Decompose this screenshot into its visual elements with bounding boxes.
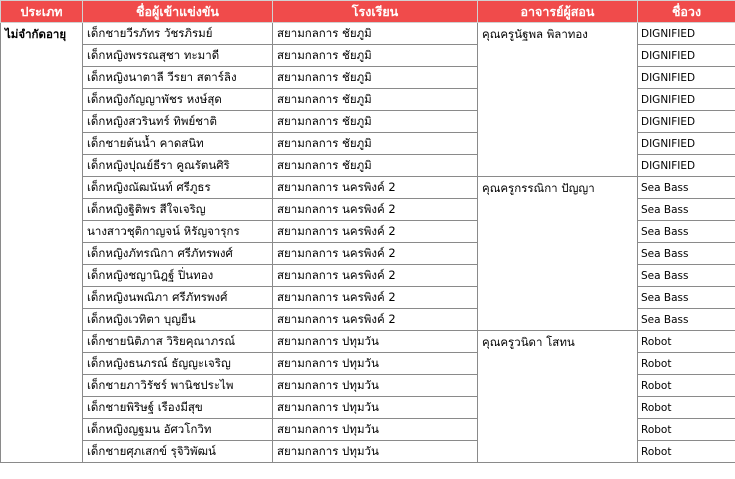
competitor-name: เด็กหญิงพรรณสุชา ทะมาดี bbox=[83, 45, 273, 67]
header-teacher: อาจารย์ผู้สอน bbox=[478, 1, 638, 23]
school-cell: สยามกลการ ชัยภูมิ bbox=[273, 89, 478, 111]
school-cell: สยามกลการ นครพิงค์ 2 bbox=[273, 221, 478, 243]
group-name-cell: DIGNIFIED bbox=[638, 133, 735, 155]
competitor-name: เด็กหญิงปุณย์ธีรา คูณรัตนศิริ bbox=[83, 155, 273, 177]
header-category: ประเภท bbox=[1, 1, 83, 23]
teacher-cell: คุณครูกรรณิกา ปัญญา bbox=[478, 177, 638, 331]
group-name-cell: DIGNIFIED bbox=[638, 67, 735, 89]
competitor-name: นางสาวชุติกาญจน์ หิรัญจารุกร bbox=[83, 221, 273, 243]
competitor-name: เด็กชายต้นน้ำ คาดสนิท bbox=[83, 133, 273, 155]
school-cell: สยามกลการ นครพิงค์ 2 bbox=[273, 265, 478, 287]
school-cell: สยามกลการ ชัยภูมิ bbox=[273, 23, 478, 45]
school-cell: สยามกลการ นครพิงค์ 2 bbox=[273, 177, 478, 199]
teacher-cell: คุณครูนัฐพล พิลาทอง bbox=[478, 23, 638, 177]
group-name-cell: Robot bbox=[638, 331, 735, 353]
competitor-name: เด็กชายศุภเสกข์ รุจิวิพัฒน์ bbox=[83, 441, 273, 463]
school-cell: สยามกลการ ปทุมวัน bbox=[273, 419, 478, 441]
school-cell: สยามกลการ นครพิงค์ 2 bbox=[273, 309, 478, 331]
competitor-name: เด็กชายวีรภัทร วัชรภิรมย์ bbox=[83, 23, 273, 45]
competitor-name: เด็กหญิงชญานิฎฐ์ ปิ่นทอง bbox=[83, 265, 273, 287]
group-name-cell: Sea Bass bbox=[638, 243, 735, 265]
group-name-cell: DIGNIFIED bbox=[638, 111, 735, 133]
group-name-cell: Robot bbox=[638, 397, 735, 419]
header-name: ชื่อผู้เข้าแข่งขัน bbox=[83, 1, 273, 23]
school-cell: สยามกลการ ชัยภูมิ bbox=[273, 67, 478, 89]
school-cell: สยามกลการ ชัยภูมิ bbox=[273, 133, 478, 155]
group-name-cell: Sea Bass bbox=[638, 221, 735, 243]
group-name-cell: Sea Bass bbox=[638, 287, 735, 309]
school-cell: สยามกลการ นครพิงค์ 2 bbox=[273, 243, 478, 265]
group-name-cell: Sea Bass bbox=[638, 309, 735, 331]
group-name-cell: DIGNIFIED bbox=[638, 23, 735, 45]
table-row bbox=[1, 177, 735, 199]
school-cell: สยามกลการ ชัยภูมิ bbox=[273, 155, 478, 177]
group-name-cell: DIGNIFIED bbox=[638, 155, 735, 177]
group-name-cell: Robot bbox=[638, 375, 735, 397]
competitor-name: เด็กหญิงณัฒนันท์ ศรีภูธร bbox=[83, 177, 273, 199]
school-cell: สยามกลการ ชัยภูมิ bbox=[273, 45, 478, 67]
school-cell: สยามกลการ นครพิงค์ 2 bbox=[273, 287, 478, 309]
category-cell: ไม่จำกัดอายุ bbox=[1, 23, 83, 463]
group-name-cell: Sea Bass bbox=[638, 177, 735, 199]
group-name-cell: Sea Bass bbox=[638, 199, 735, 221]
group-name-cell: Sea Bass bbox=[638, 265, 735, 287]
group-name-cell: DIGNIFIED bbox=[638, 45, 735, 67]
competitor-name: เด็กชายพิริษฐ์ เรืองมีสุข bbox=[83, 397, 273, 419]
competitor-name: เด็กชายนิติภาส วิริยคุณาภรณ์ bbox=[83, 331, 273, 353]
competitor-name: เด็กหญิงภัทรณิกา ศรีภัทรพงศ์ bbox=[83, 243, 273, 265]
competitor-name: เด็กหญิงธนภรณ์ ธัญญะเจริญ bbox=[83, 353, 273, 375]
table-row bbox=[1, 23, 735, 45]
header-row bbox=[1, 1, 735, 23]
competitor-name: เด็กหญิงกัญญาพัชร หงษ์สุด bbox=[83, 89, 273, 111]
group-name-cell: DIGNIFIED bbox=[638, 89, 735, 111]
school-cell: สยามกลการ ปทุมวัน bbox=[273, 353, 478, 375]
school-cell: สยามกลการ นครพิงค์ 2 bbox=[273, 199, 478, 221]
group-name-cell: Robot bbox=[638, 419, 735, 441]
competitor-name: เด็กหญิงฐิติพร สีใจเจริญ bbox=[83, 199, 273, 221]
school-cell: สยามกลการ ชัยภูมิ bbox=[273, 111, 478, 133]
table-row bbox=[1, 331, 735, 353]
competitor-name: เด็กหญิงสวรินทร์ ทิพย์ชาติ bbox=[83, 111, 273, 133]
group-name-cell: Robot bbox=[638, 353, 735, 375]
school-cell: สยามกลการ ปทุมวัน bbox=[273, 331, 478, 353]
header-group: ชื่อวง bbox=[638, 1, 735, 23]
teacher-cell: คุณครูวนิดา โสทน bbox=[478, 331, 638, 463]
school-cell: สยามกลการ ปทุมวัน bbox=[273, 441, 478, 463]
school-cell: สยามกลการ ปทุมวัน bbox=[273, 375, 478, 397]
competitor-name: เด็กหญิงญฐมน อัศวโกวิท bbox=[83, 419, 273, 441]
competitor-name: เด็กหญิงนาตาลี วีรยา สตาร์ลิง bbox=[83, 67, 273, 89]
competitor-name: เด็กชายภาวิรัชร์ พานิชประไพ bbox=[83, 375, 273, 397]
group-name-cell: Robot bbox=[638, 441, 735, 463]
competitor-name: เด็กหญิงเวทิตา บุญยืน bbox=[83, 309, 273, 331]
school-cell: สยามกลการ ปทุมวัน bbox=[273, 397, 478, 419]
competitor-name: เด็กหญิงนพณิภา ศรีภัทรพงศ์ bbox=[83, 287, 273, 309]
header-school: โรงเรียน bbox=[273, 1, 478, 23]
table-body bbox=[1, 23, 735, 463]
